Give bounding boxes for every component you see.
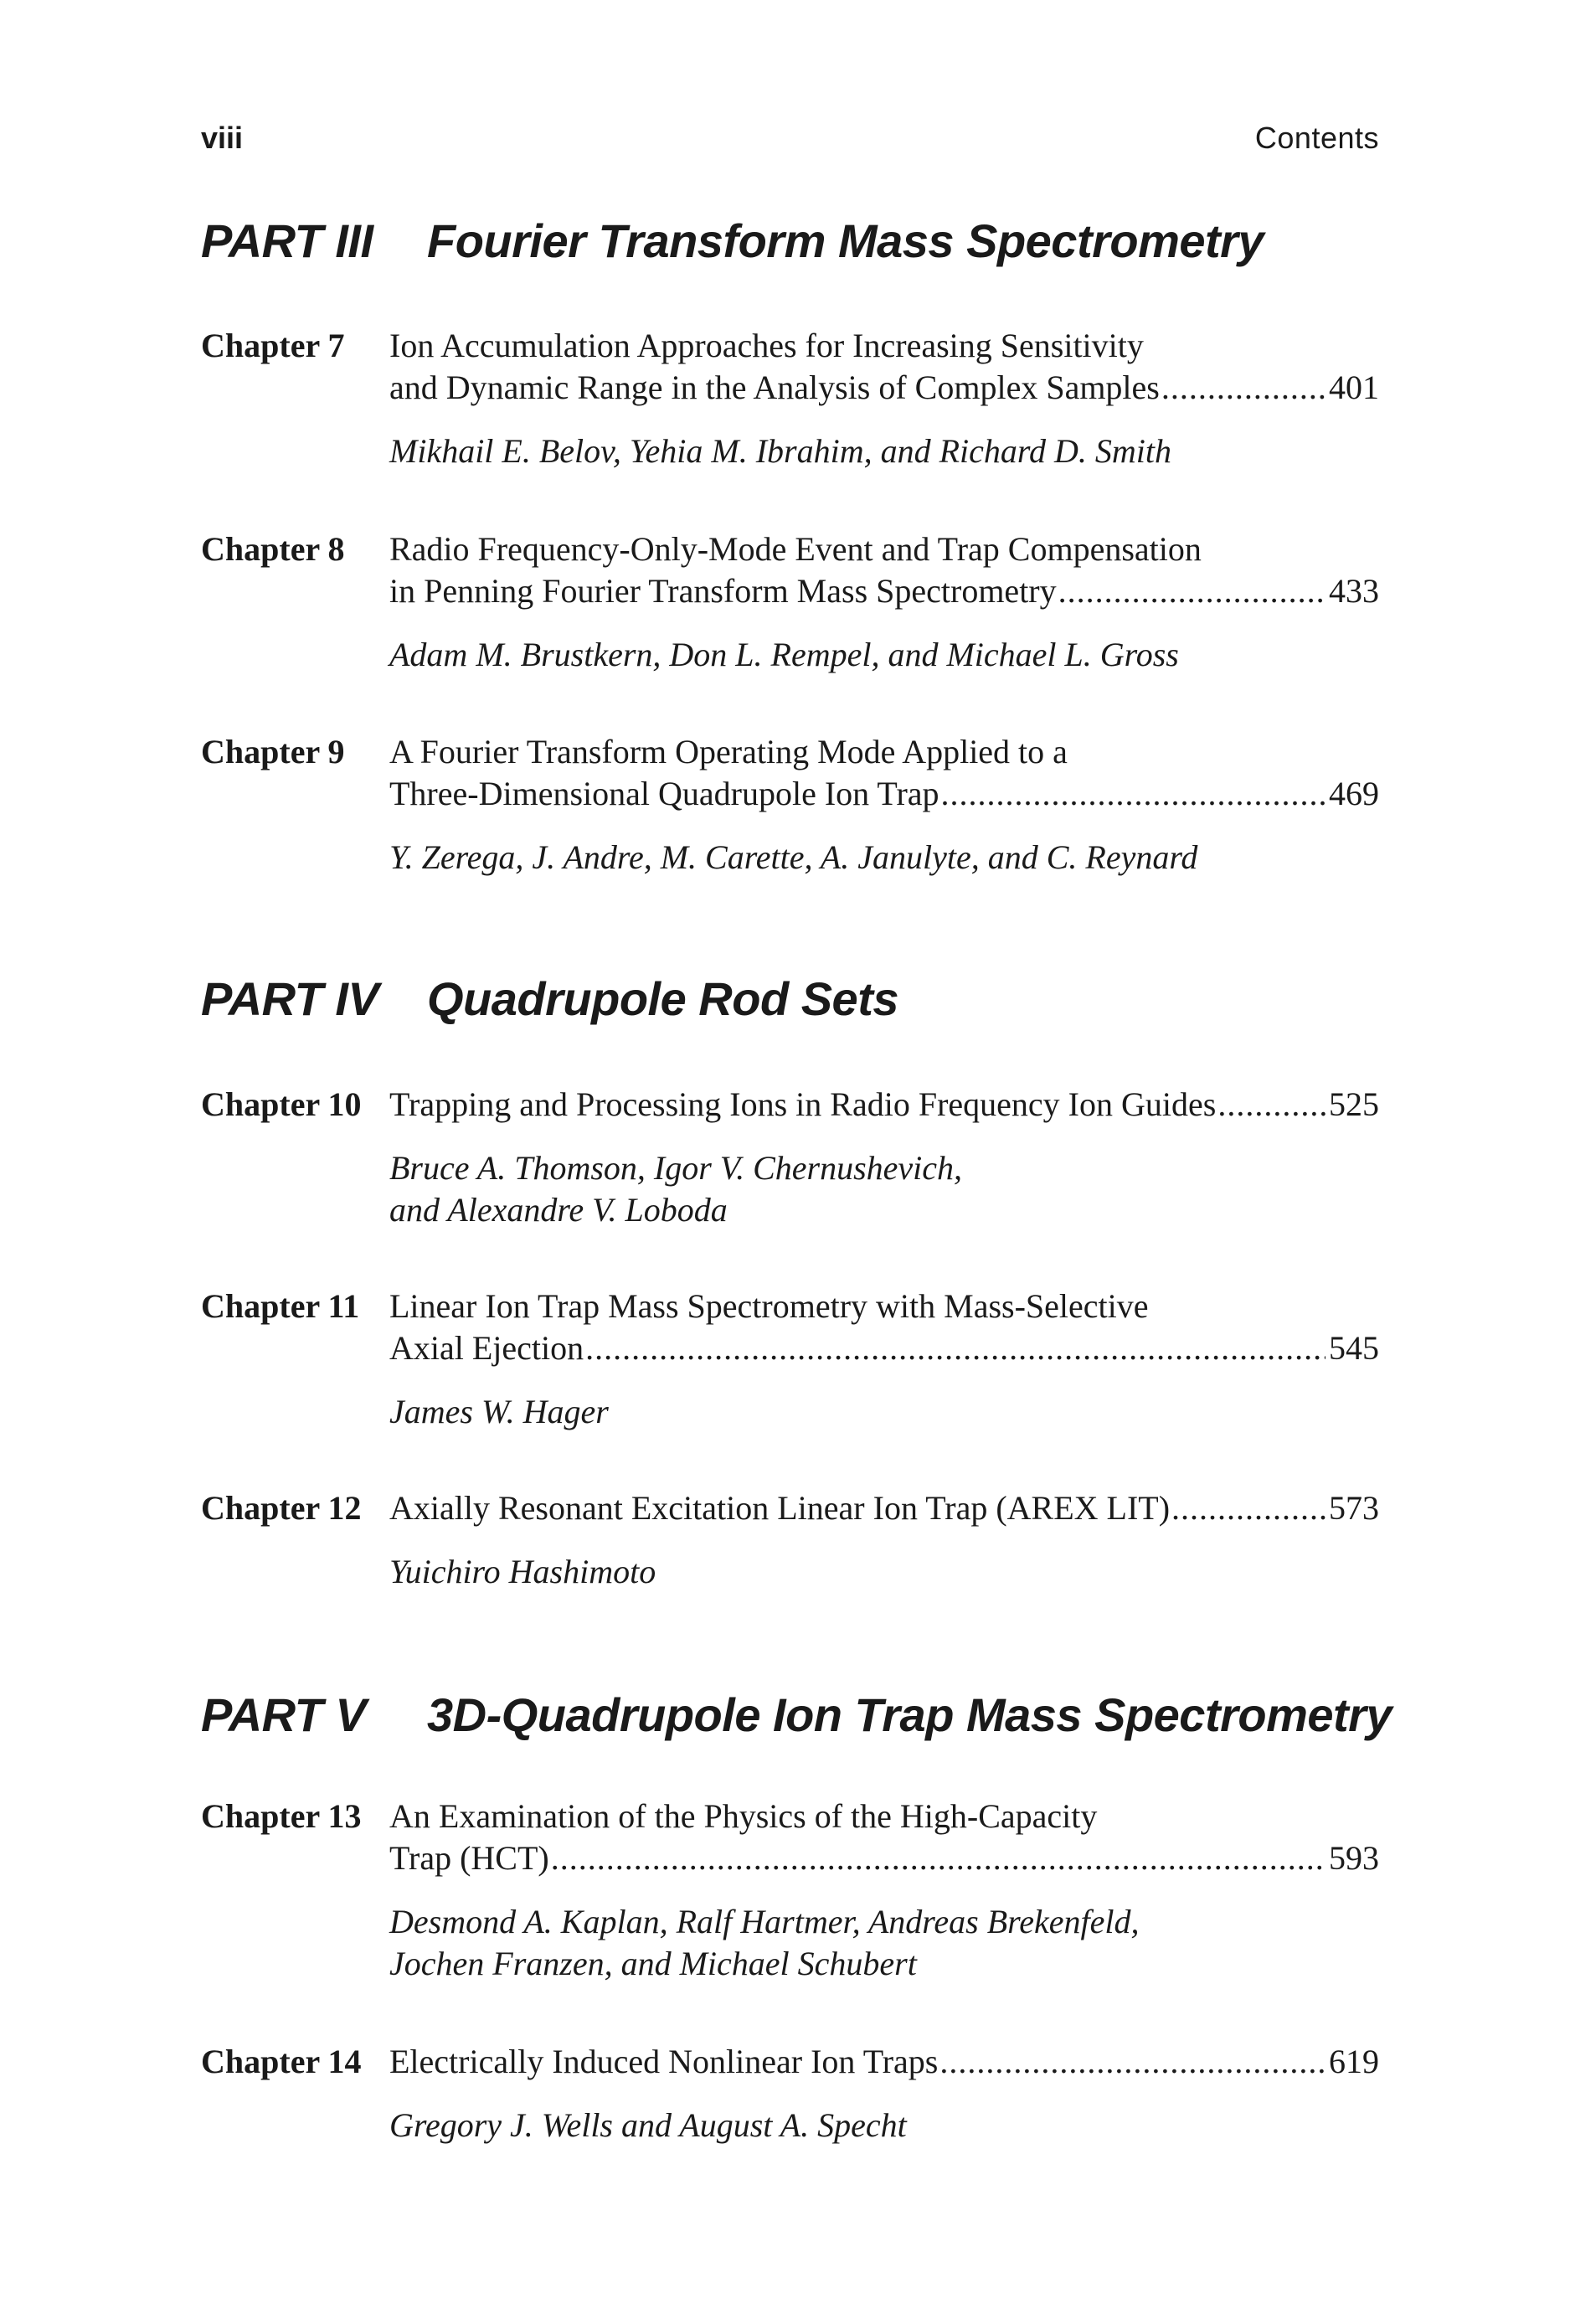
page-number: 545 [1329,1329,1379,1367]
chapter-title-last-line [389,773,1379,815]
dot-leader [1058,570,1325,612]
dot-leader [1171,1487,1325,1529]
chapter-body [389,1487,1379,1593]
chapter-body [389,1796,1379,1985]
chapter-body [389,2041,1379,2146]
chapter-title-line: Electrically Induced Nonlinear Ion Traps [389,2043,939,2080]
chapter-title-last-line [389,1084,1379,1126]
chapter-title-last-line [389,1327,1379,1369]
chapter-body [389,1286,1379,1433]
author-line: Y. Zerega, J. Andre, M. Carette, A. Janulyte, and C. Reynard [389,838,1198,876]
chapter-body [389,325,1379,472]
chapter-body [389,1084,1379,1231]
running-head [201,117,1379,159]
running-title: Contents [1254,121,1379,155]
dot-leader [1161,367,1325,409]
part-title: Fourier Transform Mass Spectrometry [427,214,1264,267]
chapter-label: Chapter 14 [201,2043,362,2080]
dot-leader [551,1837,1325,1879]
chapter-authors [389,1147,1379,1231]
page-number: 573 [1329,1489,1379,1527]
author-line: Mikhail E. Belov, Yehia M. Ibrahim, and Richard D. Smith [389,432,1171,470]
chapter-title-line: Linear Ion Trap Mass Spectrometry with Mass-Selective [389,1287,1149,1325]
chapter-label: Chapter 7 [201,327,345,364]
chapter-label: Chapter 11 [201,1287,360,1325]
chapter-title-last-line [389,2041,1379,2083]
page-number: 593 [1329,1839,1379,1877]
chapter-label: Chapter 10 [201,1085,362,1123]
chapter-authors [389,1901,1379,1985]
author-line: Jochen Franzen, and Michael Schubert [389,1945,917,1982]
dot-leader [941,773,1325,815]
chapter-title-line: and Dynamic Range in the Analysis of Complex Samples [389,368,1160,406]
chapter-title-line: Radio Frequency-Only-Mode Event and Trap Compensation [389,530,1202,568]
chapter-title-line: Ion Accumulation Approaches for Increasing Sensitivity [389,327,1144,364]
chapter-authors [389,1391,1379,1433]
page-folio: viii [201,121,244,155]
chapter-authors [389,837,1379,879]
author-line: Adam M. Brustkern, Don L. Rempel, and Michael L. Gross [389,636,1179,673]
author-line: Yuichiro Hashimoto [389,1553,656,1590]
author-line: Gregory J. Wells and August A. Specht [389,2106,907,2144]
part-label: PART III [201,214,373,267]
chapter-title-last-line [389,1837,1379,1879]
chapter-body [389,528,1379,676]
chapter-title-line: A Fourier Transform Operating Mode Applied to a [389,733,1068,770]
part-label: PART IV [201,972,379,1025]
author-line: and Alexandre V. Loboda [389,1191,728,1229]
part-title: Quadrupole Rod Sets [427,972,898,1025]
dot-leader [1217,1084,1325,1126]
chapter-title-line: Three-Dimensional Quadrupole Ion Trap [389,775,939,812]
chapter-title-last-line [389,570,1379,612]
page-number: 469 [1329,775,1379,812]
chapter-authors [389,634,1379,676]
chapter-title-last-line [389,367,1379,409]
chapter-title-line: Trap (HCT) [389,1839,549,1877]
chapter-body [389,731,1379,879]
chapter-label: Chapter 13 [201,1797,362,1835]
dot-leader [585,1327,1325,1369]
chapter-title-line: Axially Resonant Excitation Linear Ion Trap (AREX LIT) [389,1489,1171,1527]
author-line: Bruce A. Thomson, Igor V. Chernushevich, [389,1149,963,1187]
chapter-authors [389,2105,1379,2146]
page-number: 619 [1329,2043,1379,2080]
chapter-label: Chapter 12 [201,1489,362,1527]
page-number: 433 [1329,572,1379,610]
chapter-title-line: An Examination of the Physics of the High-Capacity [389,1797,1098,1835]
chapter-authors [389,1551,1379,1593]
chapter-title-last-line [389,1487,1379,1529]
chapter-title-line: Trapping and Processing Ions in Radio Frequency Ion Guides [389,1085,1217,1123]
author-line: Desmond A. Kaplan, Ralf Hartmer, Andreas Brekenfeld, [389,1903,1140,1940]
page-number: 401 [1329,368,1379,406]
page-number: 525 [1329,1085,1379,1123]
chapter-label: Chapter 8 [201,530,345,568]
part-title: 3D-Quadrupole Ion Trap Mass Spectrometry [427,1688,1392,1741]
dot-leader [939,2041,1325,2083]
chapter-title-line: in Penning Fourier Transform Mass Spectrometry [389,572,1057,610]
chapter-authors [389,430,1379,472]
chapter-title-line: Axial Ejection [389,1329,584,1367]
chapter-label: Chapter 9 [201,733,345,770]
author-line: James W. Hager [389,1393,609,1430]
part-label: PART V [201,1688,367,1741]
